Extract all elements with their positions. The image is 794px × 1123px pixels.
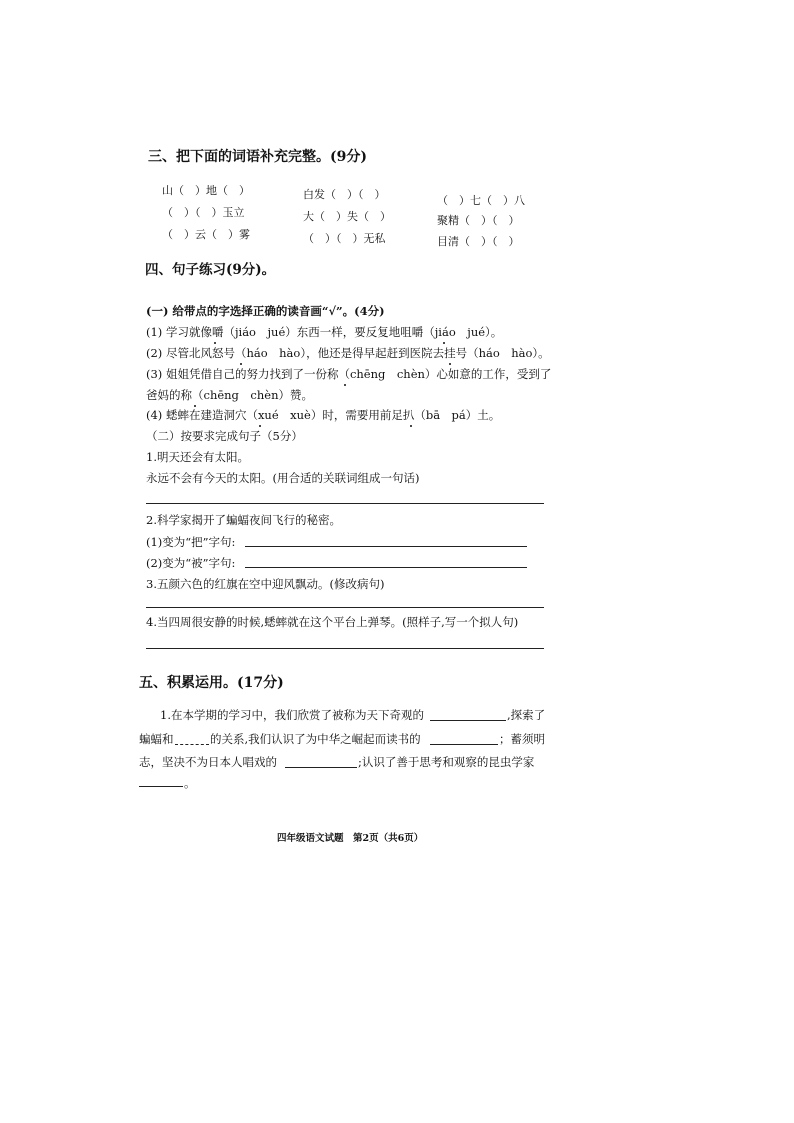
answer-line[interactable] — [430, 744, 498, 745]
question-text: 永远不会有今天的太阳。(用合适的关联词组成一句话) — [146, 471, 420, 485]
idiom-item: （ ）（ ）无私 — [303, 232, 386, 245]
pinyin-item: 爸妈的称（chēng chèn）赞。 — [146, 388, 313, 402]
emphasis-dot — [194, 405, 196, 407]
answer-line[interactable] — [245, 546, 527, 547]
question-text: 3.五颜六色的红旗在空中迎风飘动。(修改病句) — [146, 577, 385, 591]
question-text: 2.科学家揭开了蝙蝠夜间飞行的秘密。 — [146, 513, 341, 527]
part1-title: (一) 给带点的字选择正确的读音画“√”。(4分) — [146, 304, 385, 318]
fill-text: ;认识了善于思考和观察的昆虫学家 — [358, 755, 535, 769]
emphasis-dot — [240, 363, 242, 365]
emphasis-dot — [449, 363, 451, 365]
pinyin-item: (4) 蟋蟀在建造洞穴（xué xuè）时，需要用前足扒（bā pá）土。 — [146, 408, 501, 422]
answer-line[interactable] — [285, 767, 357, 768]
idiom-item: （ ）七（ ）八 — [437, 194, 525, 207]
pinyin-item: (1) 学习就像嚼（jiáo jué）东西一样，要反复地咀嚼（jiáo jué）。 — [146, 325, 503, 339]
section3-title: 三、把下面的词语补充完整。(9分) — [148, 149, 367, 165]
idiom-item: 大（ ）失（ ） — [303, 210, 391, 223]
idiom-item: 目清（ ）（ ） — [437, 235, 520, 248]
answer-line[interactable] — [146, 503, 544, 504]
page-footer: 四年级语文试题 第2页（共6页） — [277, 833, 424, 844]
pinyin-item: (2) 尽管北风怒号（háo hào），他还是得早起赶到医院去挂号（háo hào）。 — [146, 346, 550, 360]
fill-text: 1.在本学期的学习中，我们欣赏了被称为天下奇观的 — [160, 708, 424, 722]
question-text: 1.明天还会有太阳。 — [146, 450, 249, 464]
answer-line[interactable] — [146, 607, 544, 608]
idiom-item: 山（ ）地（ ） — [162, 184, 250, 197]
idiom-item: 聚精（ ）（ ） — [437, 214, 520, 227]
question-text: (2)变为“被”字句: — [146, 556, 236, 570]
question-text: (1)变为“把”字句: — [146, 535, 236, 549]
fill-text: 蝙蝠和 — [139, 732, 174, 746]
emphasis-dot — [443, 342, 445, 344]
question-text: 4.当四周很安静的时候,蟋蟀就在这个平台上弹琴。(照样子,写一个拟人句) — [146, 615, 519, 629]
answer-line[interactable] — [430, 720, 506, 721]
answer-line[interactable] — [245, 567, 527, 568]
answer-line[interactable] — [175, 744, 209, 745]
answer-line[interactable] — [139, 786, 183, 787]
section4-title: 四、句子练习(9分)。 — [145, 262, 276, 278]
fill-text: ；蓄须明 — [499, 732, 545, 746]
section5-title: 五、积累运用。(17分) — [139, 675, 284, 691]
answer-line[interactable] — [146, 648, 544, 649]
emphasis-dot — [259, 425, 261, 427]
part2-title: （二）按要求完成句子（5分） — [146, 429, 303, 443]
emphasis-dot — [410, 425, 412, 427]
idiom-item: （ ）（ ）玉立 — [162, 206, 245, 219]
pinyin-item: (3) 姐姐凭借自己的努力找到了一份称（chēng chèn）心如意的工作，受到了 — [146, 367, 552, 381]
idiom-item: 白发（ ）（ ） — [303, 188, 386, 201]
emphasis-dot — [344, 384, 346, 386]
emphasis-dot — [214, 342, 216, 344]
fill-text: 志，坚决不为日本人唱戏的 — [139, 755, 277, 769]
fill-text: ,探索了 — [507, 708, 546, 722]
fill-text: 。 — [184, 776, 196, 790]
idiom-item: （ ）云（ ）雾 — [162, 228, 250, 241]
fill-text: 的关系,我们认识了为中华之崛起而读书的 — [210, 732, 421, 746]
